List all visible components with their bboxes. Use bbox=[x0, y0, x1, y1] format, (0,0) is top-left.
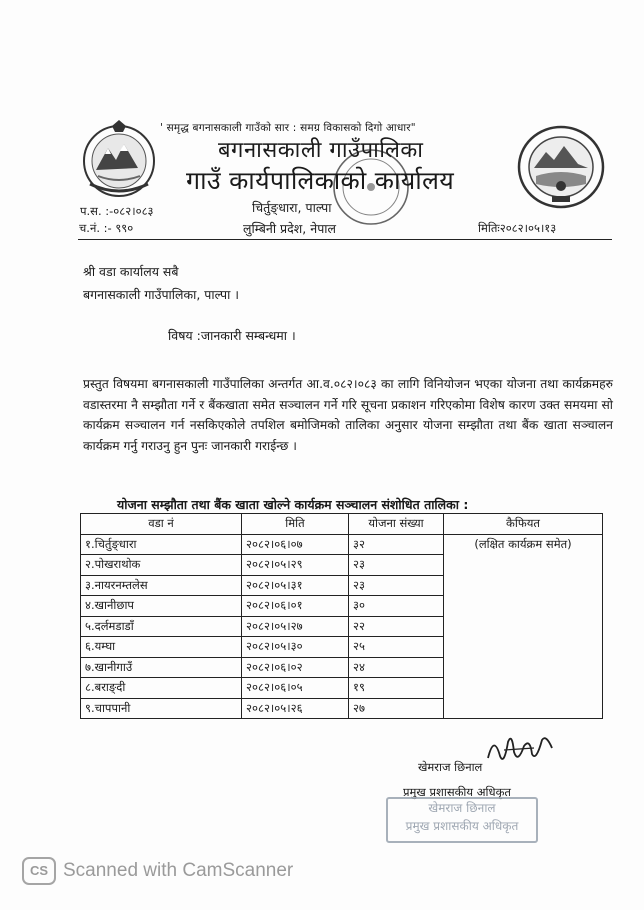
table-header-row bbox=[81, 514, 603, 535]
ward-cell: ८.बराङ्दी bbox=[81, 678, 242, 699]
date-cell: २०८२।०५।३१ bbox=[242, 575, 349, 596]
camscanner-text: Scanned with CamScanner bbox=[63, 860, 294, 881]
header-motto: ' समृद्ध बगनासकाली गाउँको सार : समग्र विकासको दिगो आधार" bbox=[160, 122, 416, 134]
ward-cell: ९.चापपानी bbox=[81, 698, 242, 719]
address-line-2: लुम्बिनी प्रदेश, नेपाल bbox=[243, 221, 337, 236]
date-cell: २०८२।०६।०२ bbox=[242, 657, 349, 678]
ward-cell: ४.खानीछाप bbox=[81, 596, 242, 617]
header-divider bbox=[78, 239, 612, 240]
ward-cell: ३.नायरनम्तलेस bbox=[81, 575, 242, 596]
address-line-1: चिर्तुङ्धारा, पाल्पा bbox=[252, 200, 332, 215]
date-cell: २०८२।०६।०७ bbox=[242, 534, 349, 555]
camscanner-logo-icon: CS bbox=[22, 857, 56, 885]
ward-cell: ५.दर्लमडाडाँ bbox=[81, 616, 242, 637]
table-title: योजना सम्झौता तथा बैंक खाता खोल्ने कार्यक्रम सञ्चालन संशोधित तालिका : bbox=[117, 497, 469, 512]
header-ward: वडा नं bbox=[81, 514, 242, 535]
org-name: बगनासकाली गाउँपालिका bbox=[218, 138, 424, 163]
count-cell: ३२ bbox=[349, 534, 444, 555]
subject-line: विषय :जानकारी सम्बन्धमा । bbox=[168, 328, 296, 343]
date-cell: २०८२।०६।०५ bbox=[242, 678, 349, 699]
table-row bbox=[81, 534, 603, 555]
ward-cell: ७.खानीगाउँ bbox=[81, 657, 242, 678]
body-paragraph bbox=[83, 374, 613, 456]
header-remark: कैफियत bbox=[444, 514, 603, 535]
count-cell: २३ bbox=[349, 555, 444, 576]
count-cell: ३० bbox=[349, 596, 444, 617]
name-stamp bbox=[386, 797, 538, 843]
camscanner-watermark bbox=[22, 857, 293, 885]
count-cell: २४ bbox=[349, 657, 444, 678]
header-count: योजना संख्या bbox=[349, 514, 444, 535]
schedule-table bbox=[80, 513, 603, 719]
date-cell: २०८२।०५।२९ bbox=[242, 555, 349, 576]
date-cell: २०८२।०६।०१ bbox=[242, 596, 349, 617]
ward-cell: १.चिर्तुङ्धारा bbox=[81, 534, 242, 555]
count-cell: २३ bbox=[349, 575, 444, 596]
count-cell: १९ bbox=[349, 678, 444, 699]
signature-icon bbox=[484, 728, 556, 770]
municipality-logo-icon bbox=[516, 124, 606, 210]
chalani-number: च.नं. :- ९९० bbox=[79, 221, 134, 235]
letter-date: मितिः२०८२।०५।१३ bbox=[478, 221, 557, 235]
signatory-designation: प्रमुख प्रशासकीय अधिकृत bbox=[403, 785, 511, 799]
stamp-line-2: प्रमुख प्रशासकीय अधिकृत bbox=[405, 819, 519, 833]
recipient-line-1: श्री वडा कार्यालय सबै bbox=[83, 264, 179, 279]
stamp-line-1: खेमराज छिनाल bbox=[428, 801, 496, 815]
patra-sankhya: प.स. :-०८२।०८३ bbox=[80, 204, 154, 218]
office-name: गाउँ कार्यपालिकाको कार्यालय bbox=[186, 166, 455, 195]
nepal-emblem-icon bbox=[78, 118, 160, 200]
body-text: प्रस्तुत विषयमा बगनासकाली गाउँपालिका अन्तर्गत आ.व.०८२।०८३ का लागि विनियोजन भएका योजना तथा कार्यक्रमहरु वडास्तरमा नै सम्झौता गर्ने र बैंकखाता समेत सञ्चालन गर्ने गरि सूचना प्रकाशन गरिएकोमा विशेष कारण उक्त समयमा सो कार्यक्रम सञ्चालन गर्न नसकिएकोले तपशिल बमोजिमको तालिका अनुसार योजना सम्झौता तथा बैंक खाता सञ्चालन कार्यक्रम गर्नु गराउनु हुन पुनः जानकारी गराईन्छ । bbox=[83, 377, 613, 453]
date-cell: २०८२।०५।२६ bbox=[242, 698, 349, 719]
remark-cell: (लक्षित कार्यक्रम समेत) bbox=[444, 534, 603, 719]
date-cell: २०८२।०५।२७ bbox=[242, 616, 349, 637]
signatory-name: खेमराज छिनाल bbox=[418, 760, 483, 774]
date-cell: २०८२।०५।३० bbox=[242, 637, 349, 658]
count-cell: २५ bbox=[349, 637, 444, 658]
ward-cell: ६.यम्घा bbox=[81, 637, 242, 658]
recipient-line-2: बगनासकाली गाउँपालिका, पाल्पा । bbox=[83, 287, 240, 302]
count-cell: २७ bbox=[349, 698, 444, 719]
ward-cell: २.पोखराथोक bbox=[81, 555, 242, 576]
header-date: मिति bbox=[242, 514, 349, 535]
count-cell: २२ bbox=[349, 616, 444, 637]
